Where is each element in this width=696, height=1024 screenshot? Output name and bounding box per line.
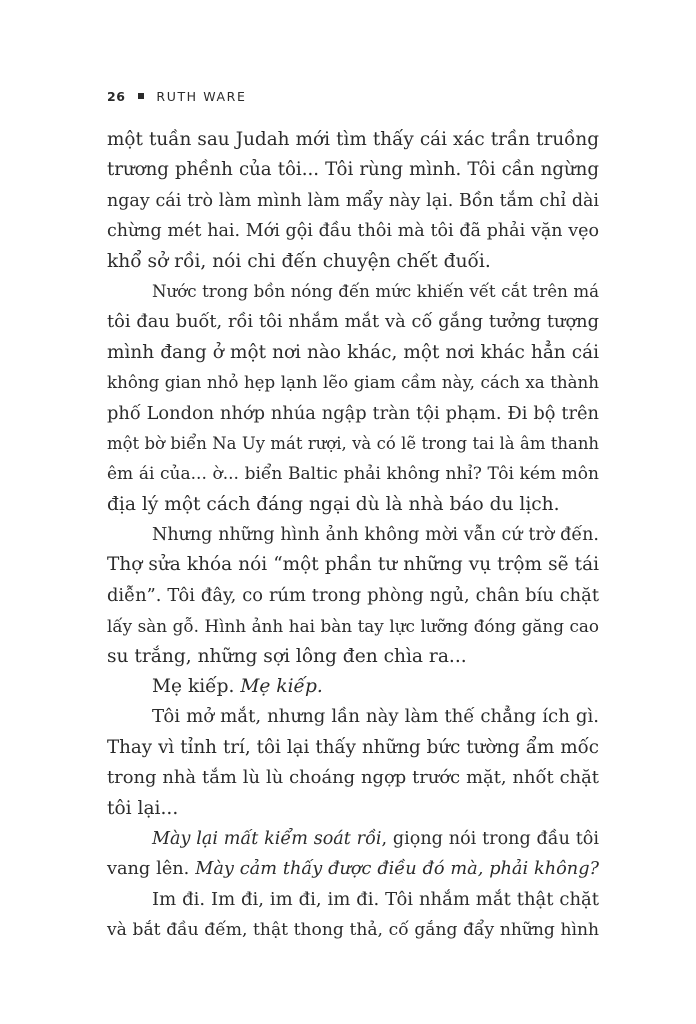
italic-text-fragment: Mày cảm thấy được điều đó mà, phải không? [195, 859, 600, 880]
author-name: RUTH WARE [156, 88, 247, 104]
text-line: địa lý một cách đáng ngại dù là nhà báo du lịch. [107, 493, 560, 515]
text-line: một bờ biển Na Uy mát rượi, và có lẽ trong tai là âm thanh [107, 433, 599, 453]
text-line: khổ sở rồi, nói chi đến chuyện chết đuối. [107, 250, 491, 272]
text-line: một tuần sau Judah mới tìm thấy cái xác trần truồng [107, 129, 599, 150]
text-line: trương phềnh của tôi... Tôi rùng mình. Tôi cần ngừng [107, 159, 599, 181]
text-line: Thợ sửa khóa nói “một phần tư những vụ trộm sẽ tái [107, 554, 599, 576]
text-line: tôi lại... [107, 797, 179, 819]
text-line: Nhưng những hình ảnh không mời vẫn cứ trờ đến. [152, 525, 599, 546]
body-text [107, 125, 599, 946]
text-line: Thay vì tỉnh trí, tôi lại thấy những bức tường ẩm mốc [107, 736, 599, 758]
text-line: trong nhà tắm lù lù choáng ngợp trước mặt, nhốt chặt [107, 767, 599, 789]
text-line: tôi đau buốt, rồi tôi nhắm mắt và cố gắng tưởng tượng [107, 312, 599, 333]
text-fragment: , giọng nói trong đầu tôi [381, 828, 599, 849]
text-line: Tôi mở mắt, nhưng lần này làm thế chẳng ích gì. [152, 706, 599, 728]
text-line: mình đang ở một nơi nào khác, một nơi khác hẳn cái [107, 341, 599, 363]
text-line: và bắt đầu đếm, thật thong thả, cố gắng đẩy những hình [107, 920, 599, 941]
text-line: lấy sàn gỗ. Hình ảnh hai bàn tay lực lưỡng đóng găng cao [107, 616, 599, 637]
text-fragment: vang lên. [107, 859, 196, 880]
text-line [107, 672, 599, 702]
text-line [107, 824, 599, 854]
header-separator-square [138, 93, 144, 99]
text-line: phố London nhớp nhúa ngập tràn tội phạm. Đi bộ trên [107, 402, 599, 424]
text-line: Im đi. Im đi, im đi, im đi. Tôi nhắm mắt thật chặt [152, 888, 599, 910]
text-line: chừng mét hai. Mới gội đầu thôi mà tôi đã phải vặn vẹo [107, 221, 599, 242]
text-line: Nước trong bồn nóng đến mức khiến vết cắt trên má [152, 281, 599, 301]
italic-text-fragment: Mẹ kiếp. [240, 676, 323, 698]
italic-text-fragment: Mày lại mất kiểm soát rồi [152, 828, 382, 849]
text-line: su trắng, những sợi lông đen chìa ra... [107, 645, 467, 667]
text-line: êm ái của... ờ... biển Baltic phải không nhỉ? Tôi kém môn [107, 464, 599, 485]
text-fragment: Mẹ kiếp. [152, 676, 241, 698]
text-line: diễn”. Tôi đây, co rúm trong phòng ngủ, chân bíu chặt [107, 584, 599, 606]
text-line: không gian nhỏ hẹp lạnh lẽo giam cầm này, cách xa thành [107, 373, 599, 393]
text-line: ngay cái trò làm mình làm mẩy này lại. Bồn tắm chỉ dài [107, 190, 599, 211]
text-line [107, 854, 599, 884]
page-number: 26 [107, 88, 126, 104]
running-header [107, 86, 246, 106]
